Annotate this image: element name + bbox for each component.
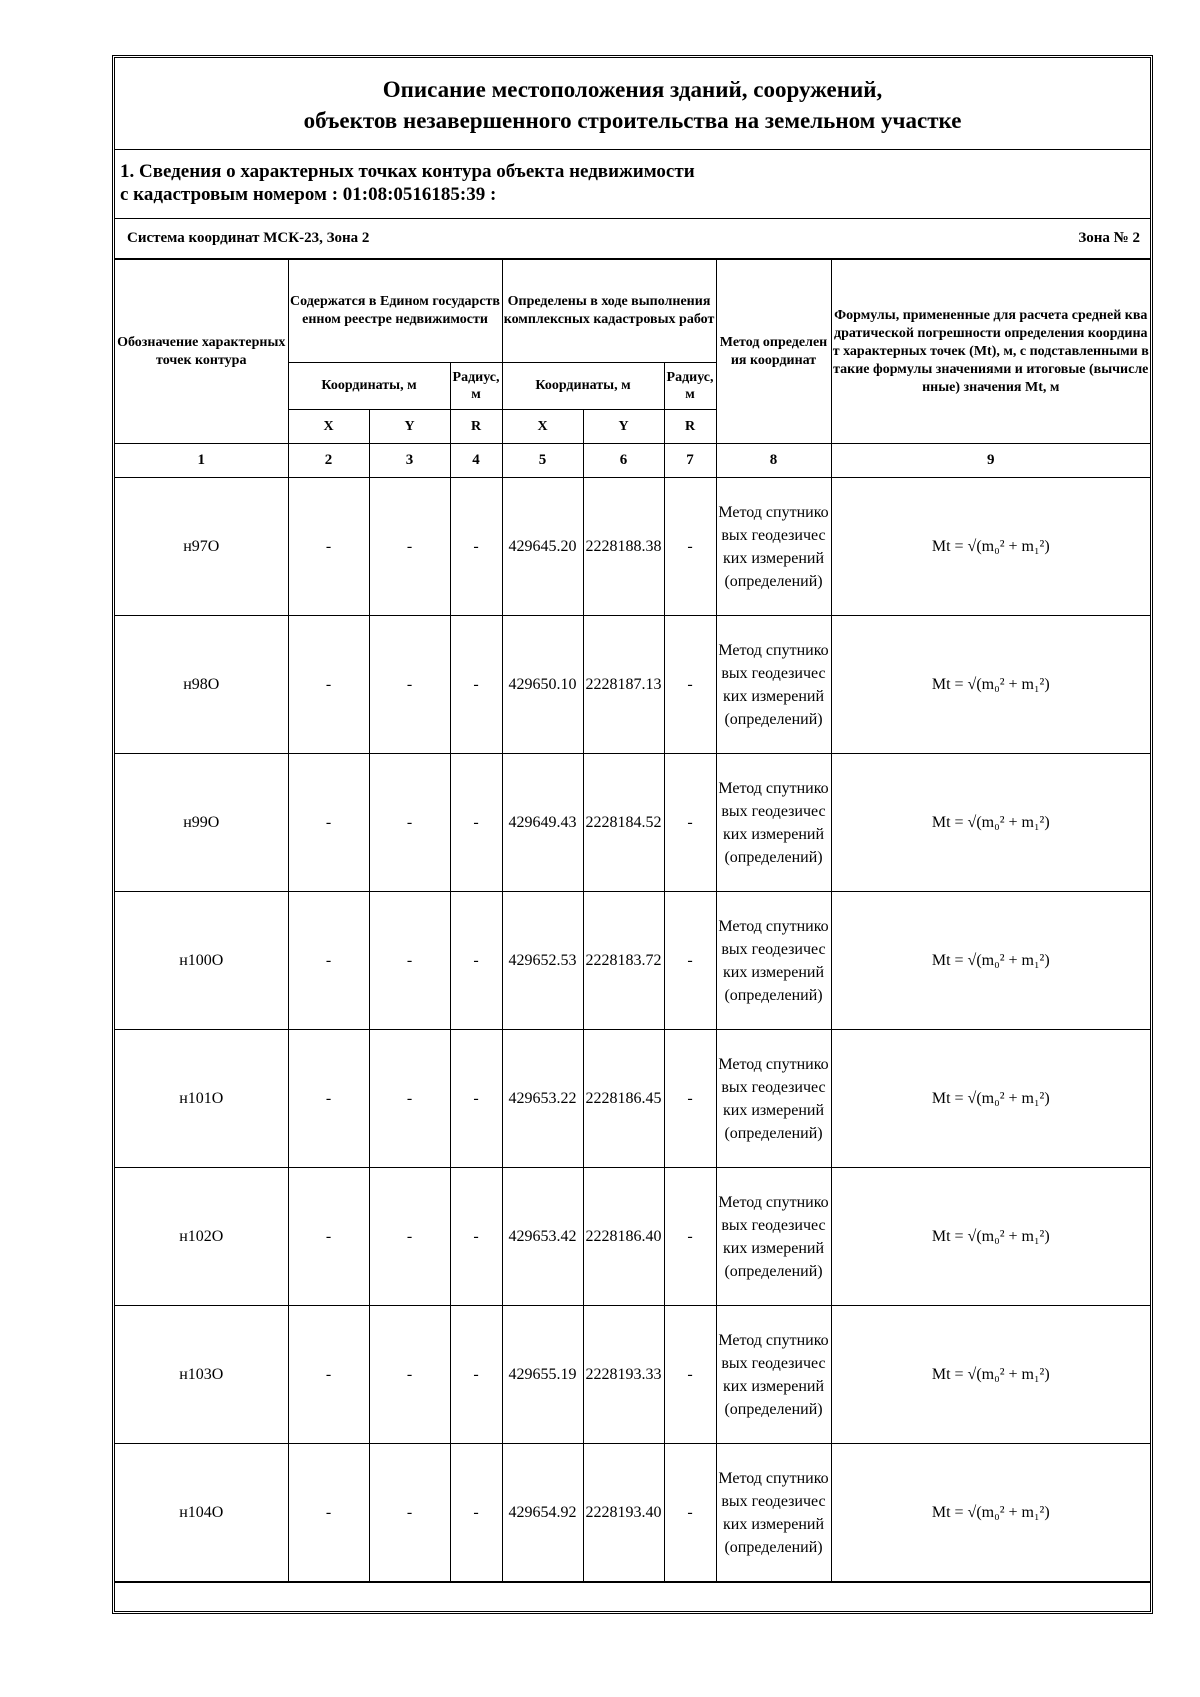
formula-cell: Mt = √(m₀² + m₁²) — [831, 892, 1150, 1030]
title-line-1: Описание местоположения зданий, сооружений, — [382, 77, 883, 102]
y-complex: 2228186.40 — [583, 1168, 664, 1306]
zone-label: Зона № 2 — [1078, 230, 1140, 246]
method-cell: Метод спутниковых геодезических измерений (определений) — [716, 892, 831, 1030]
point-designation: н102О — [115, 1168, 288, 1306]
column-number: 6 — [583, 444, 664, 478]
x-egrn: - — [288, 892, 369, 1030]
table-row — [115, 754, 1150, 892]
header-formula: Формулы, примененные для расчета средней квадратической погрешности определения координат характерных точек (Mt), м, с подставленными в такие формулы значениями и итоговые (вычисленные) значения Mt, м — [831, 260, 1150, 444]
table-row — [115, 616, 1150, 754]
x-egrn: - — [288, 1444, 369, 1582]
header-r-complex: R — [664, 410, 716, 444]
column-number: 8 — [716, 444, 831, 478]
x-egrn: - — [288, 1168, 369, 1306]
y-egrn: - — [369, 1444, 450, 1582]
header-r-egrn: R — [450, 410, 502, 444]
y-egrn: - — [369, 616, 450, 754]
radius-complex: - — [664, 1030, 716, 1168]
column-number-row — [115, 444, 1150, 478]
formula-cell: Mt = √(m₀² + m₁²) — [831, 478, 1150, 616]
y-egrn: - — [369, 1306, 450, 1444]
radius-complex: - — [664, 1306, 716, 1444]
y-egrn: - — [369, 1168, 450, 1306]
y-complex: 2228183.72 — [583, 892, 664, 1030]
y-complex: 2228184.52 — [583, 754, 664, 892]
radius-complex: - — [664, 754, 716, 892]
title-line-2: объектов незавершенного строительства на земельном участке — [303, 108, 962, 133]
radius-complex: - — [664, 1168, 716, 1306]
column-number: 9 — [831, 444, 1150, 478]
y-complex: 2228193.33 — [583, 1306, 664, 1444]
column-number: 2 — [288, 444, 369, 478]
header-point-designation: Обозначение характерных точек контура — [115, 260, 288, 444]
method-cell: Метод спутниковых геодезических измерений (определений) — [716, 754, 831, 892]
x-complex: 429653.22 — [502, 1030, 583, 1168]
header-x-complex: X — [502, 410, 583, 444]
radius-egrn: - — [450, 616, 502, 754]
y-egrn: - — [369, 1030, 450, 1168]
y-egrn: - — [369, 754, 450, 892]
method-cell: Метод спутниковых геодезических измерений (определений) — [716, 1444, 831, 1582]
header-y-egrn: Y — [369, 410, 450, 444]
method-cell: Метод спутниковых геодезических измерений (определений) — [716, 1306, 831, 1444]
document-title — [115, 58, 1150, 150]
radius-egrn: - — [450, 1444, 502, 1582]
column-number: 5 — [502, 444, 583, 478]
column-number: 4 — [450, 444, 502, 478]
section-line-1: 1. Сведения о характерных точках контура объекта недвижимости — [120, 161, 695, 182]
header-egrn: Содержатся в Едином государственном реестре недвижимости — [288, 260, 502, 363]
header-y-complex: Y — [583, 410, 664, 444]
formula-cell: Mt = √(m₀² + m₁²) — [831, 1030, 1150, 1168]
method-cell: Метод спутниковых геодезических измерений (определений) — [716, 478, 831, 616]
y-complex: 2228188.38 — [583, 478, 664, 616]
coordinate-system-label: Система координат МСК-23, Зона 2 — [127, 230, 370, 246]
method-cell: Метод спутниковых геодезических измерений (определений) — [716, 1030, 831, 1168]
table-row — [115, 478, 1150, 616]
x-egrn: - — [288, 616, 369, 754]
point-designation: н97О — [115, 478, 288, 616]
header-complex-works: Определены в ходе выполнения комплексных кадастровых работ — [502, 260, 716, 363]
header-x-egrn: X — [288, 410, 369, 444]
x-complex: 429650.10 — [502, 616, 583, 754]
column-number: 7 — [664, 444, 716, 478]
table-footer-row — [115, 1582, 1150, 1606]
x-complex: 429645.20 — [502, 478, 583, 616]
x-egrn: - — [288, 754, 369, 892]
y-egrn: - — [369, 478, 450, 616]
point-designation: н100О — [115, 892, 288, 1030]
radius-egrn: - — [450, 1306, 502, 1444]
table-row — [115, 892, 1150, 1030]
formula-cell: Mt = √(m₀² + m₁²) — [831, 616, 1150, 754]
x-complex: 429653.42 — [502, 1168, 583, 1306]
table-row — [115, 1306, 1150, 1444]
x-egrn: - — [288, 478, 369, 616]
radius-egrn: - — [450, 478, 502, 616]
x-complex: 429652.53 — [502, 892, 583, 1030]
formula-cell: Mt = √(m₀² + m₁²) — [831, 754, 1150, 892]
document-frame — [112, 55, 1153, 1614]
table-row — [115, 1030, 1150, 1168]
x-egrn: - — [288, 1030, 369, 1168]
point-designation: н101О — [115, 1030, 288, 1168]
method-cell: Метод спутниковых геодезических измерений (определений) — [716, 1168, 831, 1306]
y-complex: 2228193.40 — [583, 1444, 664, 1582]
header-radius-egrn: Радиус, м — [450, 363, 502, 410]
points-table — [115, 259, 1150, 1582]
radius-complex: - — [664, 616, 716, 754]
column-number: 1 — [115, 444, 288, 478]
radius-complex: - — [664, 1444, 716, 1582]
point-designation: н98О — [115, 616, 288, 754]
y-complex: 2228186.45 — [583, 1030, 664, 1168]
radius-egrn: - — [450, 1030, 502, 1168]
formula-cell: Mt = √(m₀² + m₁²) — [831, 1444, 1150, 1582]
formula-cell: Mt = √(m₀² + m₁²) — [831, 1168, 1150, 1306]
y-complex: 2228187.13 — [583, 616, 664, 754]
table-row — [115, 1444, 1150, 1582]
radius-egrn: - — [450, 1168, 502, 1306]
radius-egrn: - — [450, 892, 502, 1030]
point-designation: н99О — [115, 754, 288, 892]
header-coords-complex: Координаты, м — [502, 363, 664, 410]
column-number: 3 — [369, 444, 450, 478]
y-egrn: - — [369, 892, 450, 1030]
formula-cell: Mt = √(m₀² + m₁²) — [831, 1306, 1150, 1444]
section-heading — [115, 150, 1150, 219]
radius-complex: - — [664, 478, 716, 616]
method-cell: Метод спутниковых геодезических измерений (определений) — [716, 616, 831, 754]
section-line-2: с кадастровым номером : 01:08:0516185:39 : — [120, 184, 497, 205]
point-designation: н103О — [115, 1306, 288, 1444]
point-designation: н104О — [115, 1444, 288, 1582]
x-complex: 429649.43 — [502, 754, 583, 892]
coordinate-system-row — [115, 219, 1150, 259]
header-method: Метод определения координат — [716, 260, 831, 444]
x-egrn: - — [288, 1306, 369, 1444]
x-complex: 429655.19 — [502, 1306, 583, 1444]
radius-egrn: - — [450, 754, 502, 892]
header-coords-egrn: Координаты, м — [288, 363, 450, 410]
header-radius-complex: Радиус, м — [664, 363, 716, 410]
radius-complex: - — [664, 892, 716, 1030]
x-complex: 429654.92 — [502, 1444, 583, 1582]
table-row — [115, 1168, 1150, 1306]
